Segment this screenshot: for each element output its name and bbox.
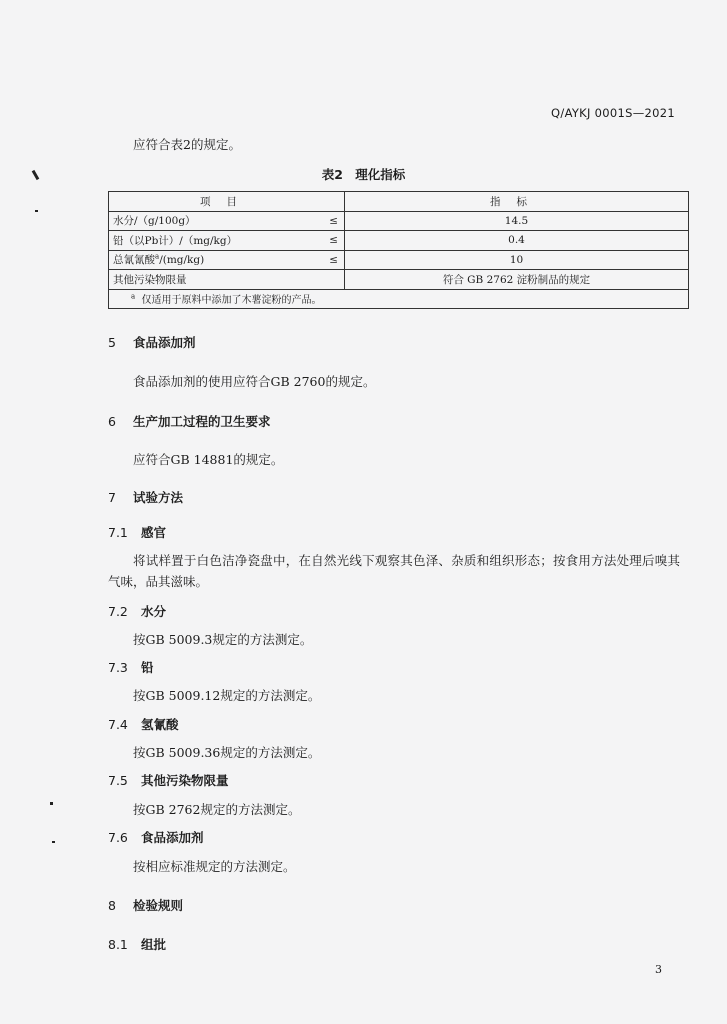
- row-symbol: [324, 270, 345, 290]
- section-7-1-heading: [108, 523, 166, 541]
- spec-table: [108, 191, 689, 309]
- section-7-2-heading: [108, 602, 166, 620]
- table-caption: [0, 165, 727, 183]
- table-note-row: [109, 289, 689, 309]
- section-number: 8.1: [108, 937, 128, 952]
- section-7-heading: [108, 488, 183, 506]
- section-number: 7.5: [108, 773, 128, 788]
- section-6-body: 应符合GB 14881的规定。: [133, 452, 284, 467]
- section-title: 食品添加剂: [141, 830, 204, 845]
- section-title: 感官: [141, 525, 167, 540]
- row-value: 10: [345, 250, 689, 270]
- section-title: 组批: [141, 937, 167, 952]
- section-7-4-body: 按GB 5009.36规定的方法测定。: [133, 745, 321, 760]
- scan-speck: [52, 841, 55, 843]
- section-number: 8: [108, 898, 116, 913]
- scan-speck: [35, 210, 38, 212]
- section-number: 7.2: [108, 604, 128, 619]
- section-title: 检验规则: [133, 898, 184, 913]
- section-number: 7.1: [108, 525, 128, 540]
- table-note: [109, 289, 689, 309]
- section-title: 氢氰酸: [141, 717, 179, 732]
- row-item: [109, 250, 325, 270]
- row-item-unit: /(mg/kg): [159, 254, 205, 267]
- section-number: 6: [108, 414, 116, 429]
- page-number: 3: [655, 963, 662, 976]
- section-7-1-body: 将试样置于白色洁净瓷盘中，在自然光线下观察其色泽、杂质和组织形态；按食用方法处理后嗅其气味，品其滋味。: [108, 553, 680, 589]
- row-item: 水分/（g/100g）: [109, 211, 325, 231]
- section-5-body: 食品添加剂的使用应符合GB 2760的规定。: [133, 374, 376, 389]
- section-title: 食品添加剂: [133, 335, 196, 350]
- section-7-3-body: 按GB 5009.12规定的方法测定。: [133, 688, 321, 703]
- section-number: 7.4: [108, 717, 128, 732]
- note-text: 仅适用于原料中添加了木薯淀粉的产品。: [141, 295, 322, 307]
- row-symbol: ≤: [324, 231, 345, 251]
- section-number: 5: [108, 335, 116, 350]
- section-title: 水分: [141, 604, 167, 619]
- intro-text: 应符合表2的规定。: [133, 137, 241, 152]
- table-title: 理化指标: [355, 167, 406, 182]
- table-row: [109, 231, 689, 251]
- footnote-marker: a: [155, 252, 160, 261]
- section-title: 其他污染物限量: [141, 773, 229, 788]
- section-6-heading: [108, 412, 271, 430]
- row-item: 其他污染物限量: [109, 270, 325, 290]
- row-symbol: ≤: [324, 211, 345, 231]
- section-7-6-heading: [108, 828, 204, 846]
- section-number: 7.6: [108, 830, 128, 845]
- row-item-text: 总氰氰酸: [113, 254, 155, 267]
- section-7-6-body: 按相应标准规定的方法测定。: [133, 859, 296, 874]
- table-number: 表2: [321, 167, 343, 182]
- section-number: 7: [108, 490, 116, 505]
- section-title: 试验方法: [133, 490, 184, 505]
- section-7-5-body: 按GB 2762规定的方法测定。: [133, 802, 301, 817]
- row-value: 14.5: [345, 211, 689, 231]
- table-header-row: [109, 192, 689, 212]
- section-7-5-heading: [108, 771, 229, 789]
- section-8-1-heading: [108, 935, 166, 953]
- scan-speck: [50, 802, 53, 805]
- document-code: Q/AYKJ 0001S—2021: [551, 106, 675, 120]
- section-5-heading: [108, 333, 196, 351]
- table-row: [109, 270, 689, 290]
- row-item: 铅（以Pb计）/（mg/kg）: [109, 231, 325, 251]
- table-row: [109, 250, 689, 270]
- section-7-4-heading: [108, 715, 179, 733]
- section-7-3-heading: [108, 658, 154, 676]
- section-title: 生产加工过程的卫生要求: [133, 414, 271, 429]
- table-row: [109, 211, 689, 231]
- section-title: 铅: [141, 660, 154, 675]
- row-value: 0.4: [345, 231, 689, 251]
- header-item: 项目: [109, 192, 345, 212]
- row-value: 符合 GB 2762 淀粉制品的规定: [345, 270, 689, 290]
- section-number: 7.3: [108, 660, 128, 675]
- section-8-heading: [108, 896, 183, 914]
- row-symbol: ≤: [324, 250, 345, 270]
- header-value: 指标: [345, 192, 689, 212]
- section-7-2-body: 按GB 5009.3规定的方法测定。: [133, 632, 313, 647]
- note-marker: a: [131, 292, 136, 301]
